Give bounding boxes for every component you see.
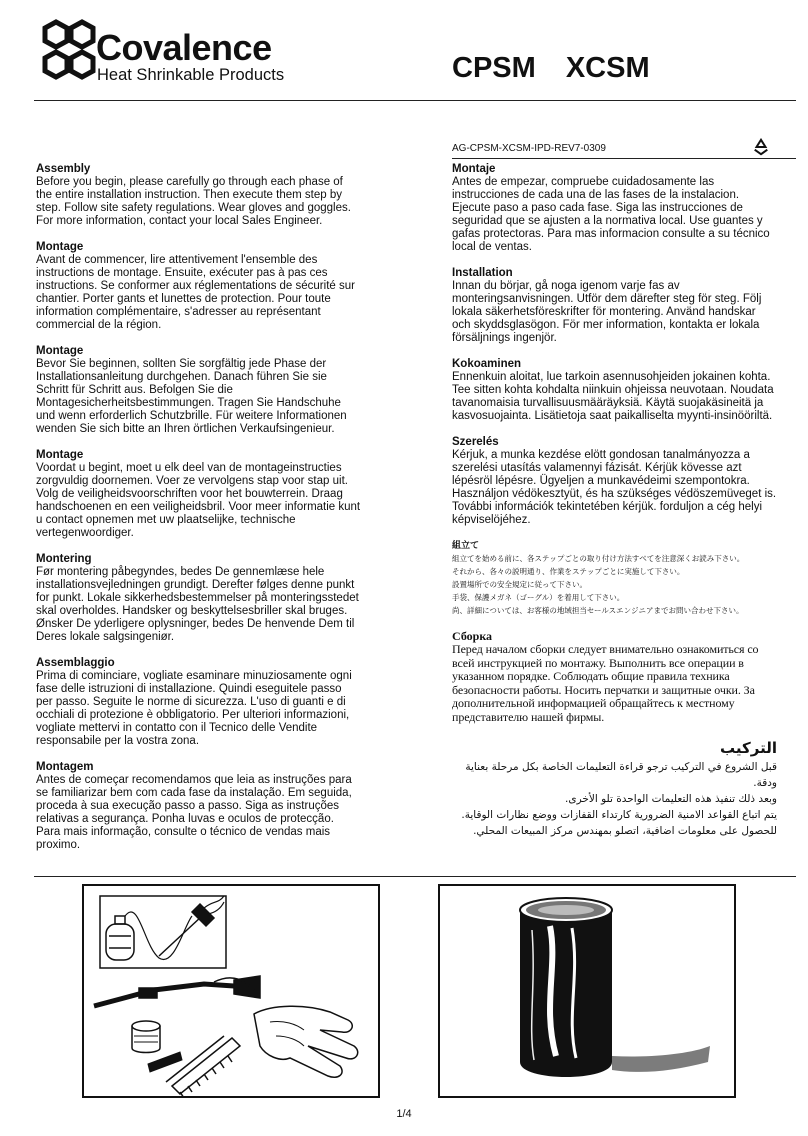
section-line: يتم اتباع القواعد الامنية الضرورية كارتداء القفازات ووضع نظارات الوقاية.: [461, 809, 777, 821]
section-title: 組立て: [452, 541, 480, 551]
wire-brush-icon: [166, 1036, 240, 1096]
section-da: [36, 553, 361, 644]
section-line: وبعد ذلك تنفيذ هذه التعليمات الواحدة تلو الأخرى.: [565, 793, 777, 805]
section-en: [36, 163, 361, 228]
section-text: Antes de empezar, compruebe cuidadosamente las instrucciones de cada una de las fases de la instalacion. Ejecute paso a paso cada fase. Siga las instrucciones de seguridad que se ajusten a la normativa local. Use guantes y gafas protectoras. Para mas informacion consulte a su técnico local de ventas.: [452, 176, 770, 253]
recycle-icon: [752, 138, 770, 156]
section-hu: [452, 436, 777, 527]
gas-bottle-icon: [106, 916, 134, 960]
section-line: 尚、詳細については、お客様の地域担当セールスエンジニアまでお問い合わせ下さい。: [452, 606, 744, 615]
header-rule: [34, 100, 796, 101]
right-column: [452, 163, 777, 852]
brand-subtitle: Heat Shrinkable Products: [97, 66, 285, 84]
page-number: 1/4: [396, 1108, 412, 1120]
section-text: Before you begin, please carefully go through each phase of the entire installation instruction. Then execute them step by step. Follow site safety regulations. Wear gloves and goggles. For more information, contact your local Sales Engineer.: [36, 176, 351, 227]
section-title: Installation: [452, 267, 513, 279]
torch-icon: [159, 896, 224, 956]
section-title: Montering: [36, 553, 92, 565]
section-line: それから、各々の説明通り、作業をステップごとに実施して下さい。: [452, 567, 685, 576]
hand-grinder-icon: [94, 976, 260, 1006]
section-text: Innan du börjar, gå noga igenom varje fas av monteringsanvisningen. Utför dem därefter steg för steg. Följ lokala säkerhetsföreskrifter för montering. Använd handskar och skyddsglasögon. För mer information, kontakta er lokala försäljnings ingenjör.: [452, 280, 762, 344]
section-title: Montagem: [36, 761, 94, 773]
section-title: Assembly: [36, 163, 91, 175]
section-title: Montaje: [452, 163, 496, 175]
product-models: CPSM XCSM: [452, 52, 650, 84]
section-text: Kérjuk, a munka kezdése elött gondosan tanalmányozza a szerelési utasítás valamennyi fázisát. Kérjük kövesse azt lépésröl lépésre. Ügyeljen a munkavédeimi szempontokra. Használjon védökesztyüt, és ha szükséges védöszemüveget is. További információk tekintetében kérjük. forduljon a cég helyi képviselöjéhez.: [452, 449, 777, 526]
brand-name: Covalence: [96, 27, 272, 68]
section-es: [452, 163, 777, 254]
glove-icon: [254, 1006, 358, 1077]
tools-illustration: [82, 884, 380, 1098]
docref-rule: [452, 158, 796, 159]
section-title: Kokoaminen: [452, 358, 522, 370]
section-ar: [452, 737, 777, 839]
section-pt: [36, 761, 361, 852]
section-nl: [36, 449, 361, 540]
section-it: [36, 657, 361, 748]
content-rule: [34, 876, 796, 877]
document-reference: AG-CPSM-XCSM-IPD-REV7-0309: [452, 143, 606, 154]
left-column: [36, 163, 361, 865]
section-title: التركيب: [720, 739, 777, 757]
sleeve-illustration: [438, 884, 736, 1098]
solvent-tin-icon: [132, 1021, 160, 1053]
section-fr: [36, 241, 361, 332]
section-sv: [452, 267, 777, 345]
section-line: قبل الشروع في التركيب ترجو قراءة التعليمات الخاصة بكل مرحلة بعناية ودقة.: [465, 761, 777, 789]
gas-hose: [125, 912, 192, 960]
section-text: Bevor Sie beginnen, sollten Sie sorgfältig jede Phase der Installationsanleitung durchgehen. Danach führen Sie sie Schritt für Schritt aus. Befolgen Sie die Montagesicherheitsbestimmungen. Tragen Sie Handschuhe und wenn erforderlich Schutzbrille. Für weitere Informationen wenden Sie sich bitte an Ihren örtlichen Verkaufsingenieur.: [36, 358, 347, 435]
section-line: 手袋、保護メガネ（ゴーグル）を着用して下さい。: [452, 593, 625, 602]
section-title: Montage: [36, 345, 84, 357]
section-fi: [452, 358, 777, 423]
section-text: Voordat u begint, moet u elk deel van de montageinstructies zorgvuldig doornemen. Voer ze vervolgens stap voor stap uit. Volg de veiligheidsvoorschriften voor het bouwterrein. Draag handschoenen en een veiligheidsbril. Voor meer informatie kunt u contact opnemen met uw plaatselijke, technische vertegenwoordiger.: [36, 462, 361, 539]
section-title: Сборка: [452, 629, 493, 643]
section-text: Avant de commencer, lire attentivement l'ensemble des instructions de montage. Ensuite, exécuter pas à pas ces instructions. Se conformer aux réglementations de sécurité sur chantier. Porter gants et lunettes de protection. Pour toute information complémentaire, s'adresser au représentant commercial de la région.: [36, 254, 355, 331]
section-ja: [452, 540, 777, 617]
section-text: Перед началом сборки следует внимательно ознакомиться со всей инструкцией по монтажу. Выполнить все операции в указанном порядке. Соблюдать общие правила техника безопасности работы. Носить перчатки и защитные очки. За дополнительной информацией обращайтесь к местному представителю нашей фирмы.: [452, 642, 759, 724]
section-title: Montage: [36, 449, 84, 461]
section-text: Prima di cominciare, vogliate esaminare minuziosamente ogni fase delle istruzioni di installazione. Quindi eseguitele passo per passo. Seguite le norme di sicurezza. L'uso di guanti e di occhiali di protezione è obbligatorio. Per ulteriori informazioni, vogliate mettervi in contatto con il Tecnico delle Vendite responsabile per la vostra zona.: [36, 670, 352, 747]
section-line: للحصول على معلومات اضافية، اتصلو بمهندس مركز المبيعات المحلي.: [473, 825, 777, 837]
section-text: Ennenkuin aloitat, lue tarkoin asennusohjeiden jokainen kohta. Tee sitten kohta kohdalta niinkuin ohjeissa neuvotaan. Noudata tavanomaisia turvallisuusmääräyksiä. Käytä suojakäsineitä ja kasvosuojainta. Lisätietoja saat paikalliselta myynti-insinööriltä.: [452, 371, 774, 422]
section-ru: [452, 630, 777, 724]
section-line: 設置場所での安全規定に従って下さい。: [452, 580, 587, 589]
section-text: Antes de começar recomendamos que leia as instruções para se familiarizar bem com cada fase da instalação. Em seguida, proceda à sua execução passo a passo. Siga as instruções relativas a segurança. Ponha luvas e oculos de protecção. Para mais informação, consulte o técnico de vendas mais proximo.: [36, 774, 352, 851]
sanding-strip-icon: [148, 1052, 182, 1072]
section-line: 組立てを始める前に、各ステップごとの取り付け方法すべてを注意深くお読み下さい。: [452, 554, 745, 563]
section-title: Montage: [36, 241, 84, 253]
section-de: [36, 345, 361, 436]
section-title: Assemblaggio: [36, 657, 115, 669]
section-text: Før montering påbegyndes, bedes De gennemlæse hele installationsvejledningen grundigt. Derefter følges denne punkt for punkt. Lokale sikkerhedsbestemmelser på monteringsstedet skal overholdes. Handsker og beskyttelsesbriller skal bruges. Ønsker De yderligere oplysninger, bedes De henvende Dem til Deres lokale salgsingeniør.: [36, 566, 359, 643]
heat-shrink-sleeve-icon: [520, 898, 710, 1077]
section-title: Szerelés: [452, 436, 499, 448]
